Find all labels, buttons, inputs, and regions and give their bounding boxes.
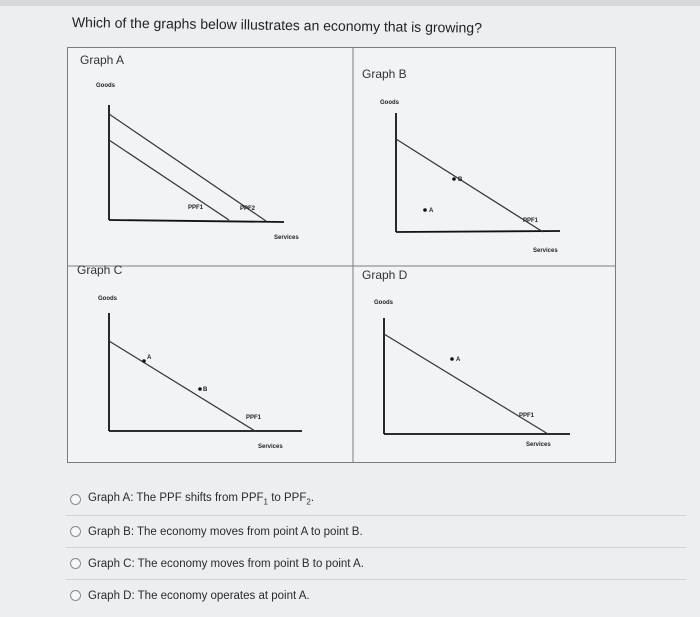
graph-c [77,263,302,450]
answer-options [66,484,686,611]
graph-b-ppf-curve [396,139,543,232]
graph-c-point-a-label: A [147,355,152,361]
question-text: Which of the graphs below illustrates an economy that is growing? [71,14,483,36]
graph-b-point-b-label: B [458,177,463,183]
graph-a-ppf2-label: PPF2 [240,206,256,212]
option-graph-b[interactable] [66,516,686,548]
graph-c-ppf-label: PPF1 [246,415,262,421]
graph-c-ppf-curve [109,341,255,431]
graph-c-y-axis-label: Goods [98,296,117,302]
graph-a-y-axis-label: Goods [96,83,115,89]
graph-a-x-axis [109,220,284,222]
option-graph-b-label: Graph B: The economy moves from point A to point B. [88,525,363,538]
graph-b-point-a-marker [423,208,427,212]
graph-b-point-a-label: A [429,208,434,214]
option-graph-a-subscript-2: 2 [306,497,311,507]
graph-a-ppf1-curve [109,140,229,220]
graph-d-point-a-label: A [456,357,461,363]
graph-d-y-axis-label: Goods [374,300,393,306]
graph-d-ppf-curve [384,334,548,434]
graph-c-point-b-marker [198,387,202,391]
graph-b [362,67,560,254]
graph-b-x-axis [396,231,560,232]
graphs-svg [68,48,615,462]
graph-c-x-axis-label: Services [258,444,283,450]
option-graph-a-text-suffix: . [310,492,315,505]
option-graph-a-radio[interactable] [70,494,81,505]
graph-a [80,53,299,241]
graph-d-x-axis-label: Services [526,442,551,448]
graph-c-title: Graph C [77,263,123,277]
option-graph-a[interactable] [66,484,686,516]
option-graph-d-radio[interactable] [70,590,81,601]
option-graph-d-label: Graph D: The economy operates at point A. [88,589,310,602]
graph-b-point-b-marker [452,177,456,181]
graph-c-point-a-marker [142,359,146,363]
graph-c-point-b-label: B [203,387,208,393]
option-graph-a-text-mid: to PPF [268,492,307,505]
option-graph-c-label: Graph C: The economy moves from point B to point A. [88,557,364,570]
graphs-figure [67,47,616,463]
option-graph-a-text-prefix: Graph A: The PPF shifts from PPF [88,492,264,505]
graph-b-title: Graph B [362,67,407,81]
graph-d [362,268,570,448]
graph-d-point-a-marker [450,357,454,361]
window-top-bar [0,0,700,6]
graph-a-x-axis-label: Services [274,235,299,241]
option-graph-b-radio[interactable] [70,526,81,537]
graph-d-ppf-label: PPF1 [519,413,535,419]
graph-d-title: Graph D [362,268,408,282]
graph-a-title: Graph A [80,53,125,67]
graph-b-y-axis-label: Goods [380,100,399,106]
graph-b-ppf-label: PPF1 [523,218,539,224]
option-graph-c-radio[interactable] [70,558,81,569]
option-graph-a-label [88,492,314,506]
option-graph-c[interactable] [66,548,686,580]
graph-b-x-axis-label: Services [533,248,558,254]
option-graph-a-subscript-1: 1 [263,497,268,507]
option-graph-d[interactable] [66,580,686,611]
graph-a-ppf1-label: PPF1 [188,205,204,211]
